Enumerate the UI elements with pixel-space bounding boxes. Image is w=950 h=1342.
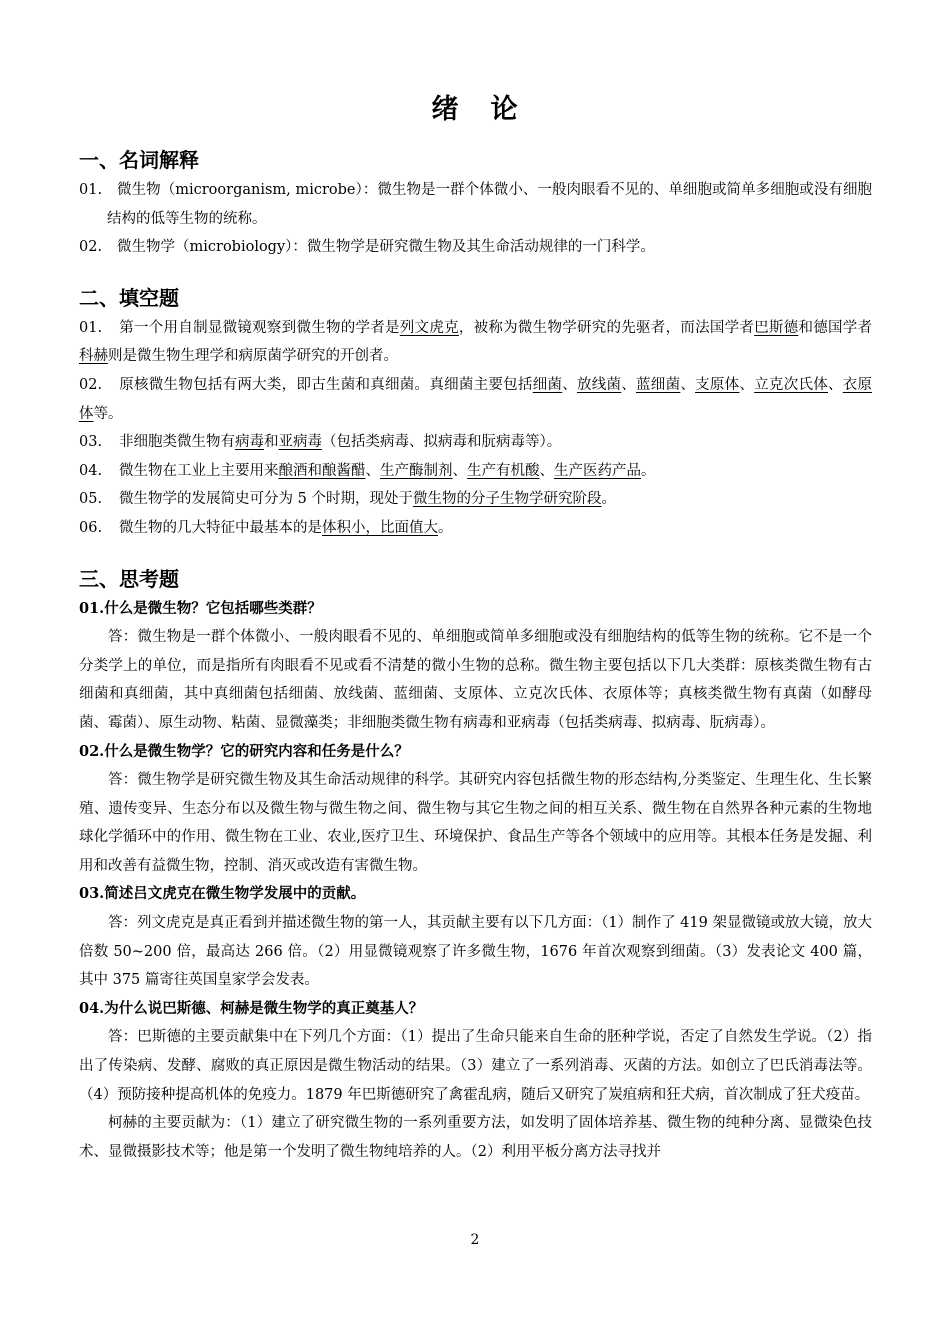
question-heading: 01.什么是微生物？它包括哪些类群？ — [79, 599, 322, 617]
answer-paragraph: 答：微生物是一群个体微小、一般肉眼看不见的、单细胞或简单多细胞或没有细胞结构的低等生物的统称。它不是一个分类学上的单位，而是指所有肉眼看不见或看不清楚的微小生物的总称。微生物主要包括以下几大类群：原核类微生物有古细菌和真细菌，其中真细菌包括细菌、放线菌、蓝细菌、支原体、立克次氏体、衣原体等；真核类微生物有真菌（如酵母菌、霉菌）、原生动物、粘菌、显微藻类；非细胞类微生物有病毒和亚病毒（包括类病毒、拟病毒、朊病毒）。 — [79, 629, 872, 731]
answer-blank: 科赫 — [79, 348, 108, 365]
answer-blank: 体积小，比面值大 — [322, 519, 438, 536]
answer-blank: 放线菌 — [576, 376, 622, 393]
fill-blank-item-4: 04. 微生物在工业上主要用来酿酒和酿酱醋、生产酶制剂、生产有机酸、生产医药产品。 — [79, 462, 656, 479]
answer-blank: 细菌 — [532, 376, 563, 393]
answer-blank: 生产医药产品 — [554, 462, 641, 479]
section-2-heading: 二、填空题 — [79, 285, 179, 310]
answer-blank: 微生物的分子生物学研究阶段 — [412, 491, 602, 508]
page-title — [79, 90, 872, 130]
page-number: 2 — [470, 1232, 480, 1248]
page-content — [79, 90, 872, 1166]
answer-blank: 巴斯德 — [754, 319, 799, 336]
answer-blank: 衣原体 — [79, 376, 873, 422]
answer-paragraph: 答：微生物学是研究微生物及其生命活动规律的科学。其研究内容包括微生物的形态结构,分类鉴定、生理生化、生长繁殖、遗传变异、生态分布以及微生物与微生物之间、微生物与其它生物之间的相互关系、微生物在自然界各种元素的生物地球化学循环中的作用、微生物在工业、农业,医疗卫生、环境保护、食品生产等各个领域中的应用等。其根本任务是发掘、利用和改善有益微生物，控制、消灭或改造有害微生物。 — [79, 772, 872, 874]
definition-item: 01. 微生物（microorganism, microbe）：微生物是一群个体微小、一般肉眼看不见的、单细胞或简单多细胞或没有细胞结构的低等生物的统称。 — [79, 182, 872, 227]
fill-blank-item-5: 05. 微生物学的发展简史可分为 5 个时期，现处于微生物的分子生物学研究阶段。 — [79, 491, 616, 508]
fill-blank-item-6: 06. 微生物的几大特征中最基本的是体积小，比面值大。 — [79, 519, 453, 536]
answer-blank: 立克次氏体 — [754, 376, 828, 393]
answer-blank: 生产有机酸 — [467, 462, 540, 479]
fill-blank-item-3: 03. 非细胞类微生物有病毒和亚病毒（包括类病毒、拟病毒和朊病毒等）。 — [79, 434, 562, 451]
answer-blank: 生产酶制剂 — [380, 462, 453, 479]
answer-blank: 蓝细菌 — [636, 376, 681, 393]
section-1-heading: 一、名词解释 — [79, 148, 199, 172]
answer-paragraph: 答：列文虎克是真正看到并描述微生物的第一人，其贡献主要有以下几方面：（1）制作了 419 架显微镜或放大镜，放大倍数 50~200 倍，最高达 266 倍。（2）用显微镜观察了许多微生物，1676 年首次观察到细菌。（3）发表论文 400 篇，其中 375 篇寄往英国皇家学会发表。 — [79, 915, 872, 989]
answer-paragraph: 柯赫的主要贡献为：（1）建立了研究微生物的一系列重要方法，如发明了固体培养基、微生物的纯种分离、显微染色技术、显微摄影技术等；他是第一个发明了微生物纯培养的人。（2）利用平板分离方法寻找并 — [79, 1115, 872, 1160]
question-heading: 04.为什么说巴斯德、柯赫是微生物学的真正奠基人？ — [79, 999, 424, 1017]
answer-blank: 支原体 — [695, 376, 740, 393]
section-3-heading: 三、思考题 — [79, 566, 179, 591]
title-char-2: 论 — [490, 94, 520, 125]
fill-blank-item-1: 01. 第一个用自制显微镜观察到微生物的学者是列文虎克，被称为微生物学研究的先驱者，而法国学者巴斯德和德国学者科赫则是微生物生理学和病原菌学研究的开创者。 — [79, 319, 873, 365]
definition-item: 02. 微生物学（microbiology）：微生物学是研究微生物及其生命活动规律的一门科学。 — [79, 239, 655, 256]
title-char-1: 绪 — [431, 94, 461, 125]
answer-paragraph: 答：巴斯德的主要贡献集中在下列几个方面：（1）提出了生命只能来自生命的胚种学说，否定了自然发生学说。（2）指出了传染病、发酵、腐败的真正原因是微生物活动的结果。（3）建立了一系列消毒、灭菌的方法。如创立了巴氏消毒法等。（4）预防接种提高机体的免疫力。1879 年巴斯德研究了禽霍乱病，随后又研究了炭疽病和狂犬病，首次制成了狂犬疫苗。 — [79, 1029, 872, 1103]
question-heading: 02.什么是微生物学？它的研究内容和任务是什么？ — [79, 742, 409, 760]
answer-blank: 亚病毒 — [278, 434, 322, 451]
answer-blank: 列文虎克 — [399, 319, 459, 336]
fill-blank-item-2: 02. 原核微生物包括有两大类，即古生菌和真细菌。真细菌主要包括细菌、放线菌、蓝细菌、支原体、立克次氏体、衣原体等。 — [79, 376, 873, 422]
answer-blank: 酿酒和酿酱醋 — [278, 462, 366, 479]
answer-blank: 病毒 — [235, 434, 264, 451]
question-heading: 03.简述吕文虎克在微生物学发展中的贡献。 — [79, 885, 366, 903]
